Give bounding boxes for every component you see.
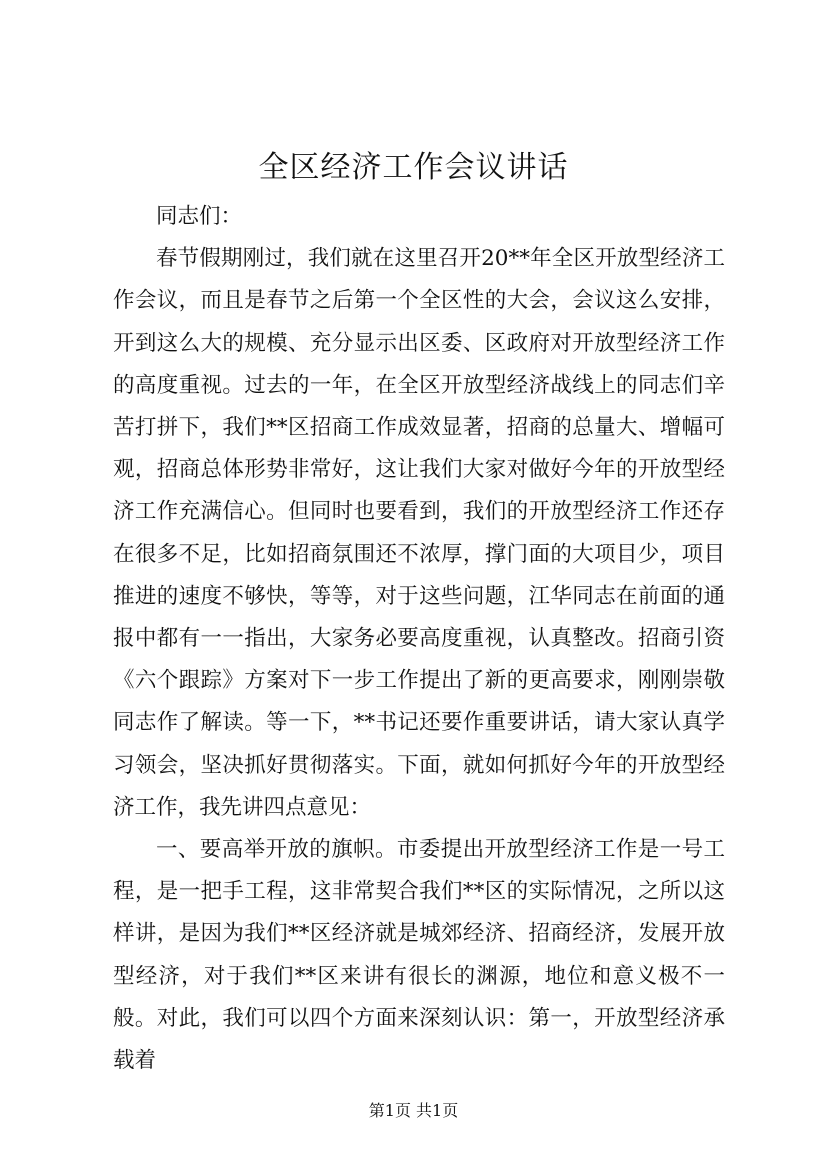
salutation: 同志们： [156,204,243,229]
paragraph-1: 春节假期刚过，我们就在这里召开20**年全区开放型经济工作会议，而且是春节之后第一个全区性的大会，会议这么安排，开到这么大的规模、充分显示出区委、区政府对开放型经济工作的高度重视。过去的一年，在全区开放型经济战线上的同志们辛苦打拼下，我们**区招商工作成效显著，招商的总量大、增幅可观，招商总体形势非常好，这让我们大家对做好今年的开放型经济工作充满信心。但同时也要看到，我们的开放型经济工作还存在很多不足，比如招商氛围还不浓厚，撑门面的大项目少，项目推进的速度不够快，等等，对于这些问题，江华同志在前面的通报中都有一一指出，大家务必要高度重视，认真整改。招商引资《六个跟踪》方案对下一步工作提出了新的更高要求，刚刚崇敬同志作了解读。等一下，**书记还要作重要讲话，请大家认真学习领会，坚决抓好贯彻落实。下面，就如何抓好今年的开放型经济工作，我先讲四点意见： [113,246,725,820]
paragraph-2: 一、要高举开放的旗帜。市委提出开放型经济工作是一号工程，是一把手工程，这非常契合我们**区的实际情况，之所以这样讲，是因为我们**区经济就是城郊经济、招商经济，发展开放型经济，对于我们**区来讲有很长的渊源，地位和意义极不一般。对此，我们可以四个方面来深刻认识：第一，开放型经济承载着 [113,837,725,1074]
page-footer: 第1页 共1页 [368,1101,459,1120]
document-body [113,196,725,1082]
document-title: 全区经济工作会议讲话 [258,150,569,185]
